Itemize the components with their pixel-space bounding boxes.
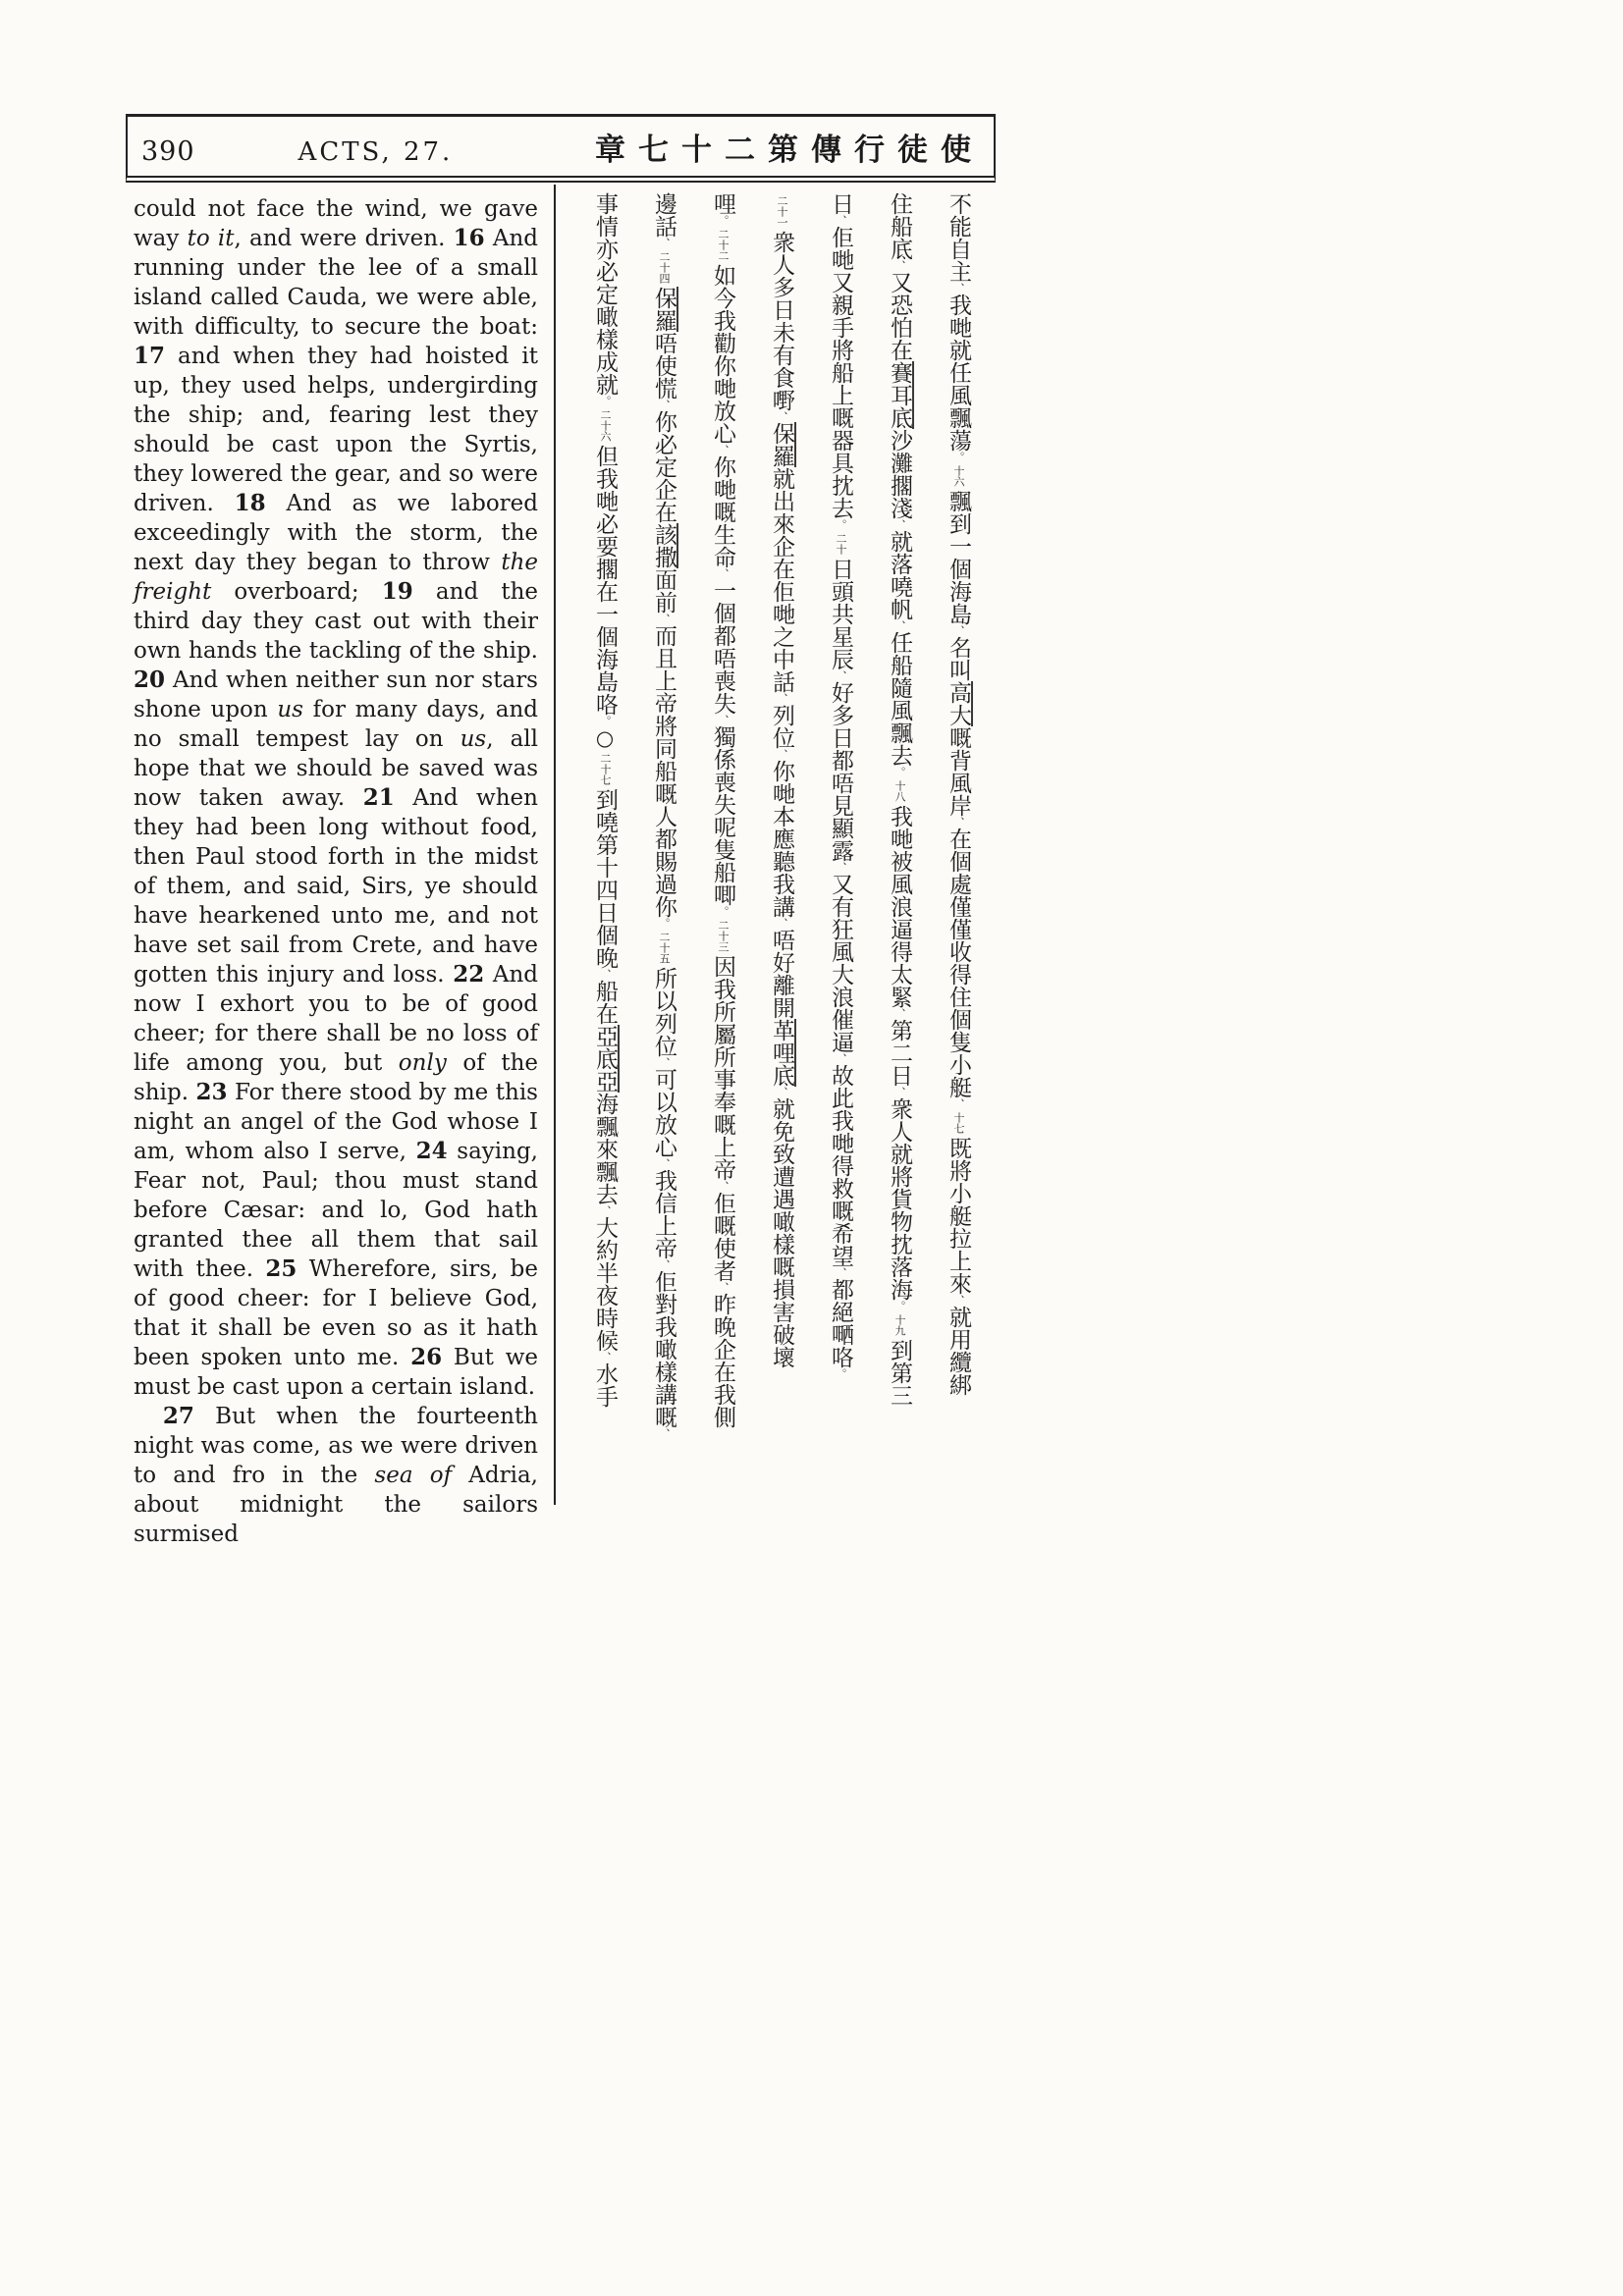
cjk-punctuation: 、 [893, 1087, 906, 1097]
verse-number: 21 [362, 784, 395, 811]
verse-number: 22 [453, 961, 485, 988]
cjk-punctuation: 。 [658, 918, 671, 929]
cjk-punctuation: 、 [599, 969, 612, 980]
verse-number: 16 [453, 225, 485, 251]
cjk-punctuation: 、 [835, 670, 847, 681]
proper-noun: 高大 [946, 681, 971, 726]
verse-number: 19 [381, 578, 413, 605]
proper-noun: 亞底亞 [592, 1025, 618, 1093]
cjk-punctuation: 。 [952, 452, 965, 462]
cjk-punctuation: 、 [776, 918, 788, 929]
book-page [126, 114, 996, 1547]
verse-number: 18 [234, 490, 266, 516]
cjk-punctuation: 、 [776, 411, 788, 422]
cjk-punctuation: 、 [658, 238, 671, 248]
italic-text: sea of [374, 1463, 453, 1488]
proper-noun: 保羅 [651, 287, 676, 332]
chinese-column: 不能自主、我哋就任風飄蕩。十六飄到一個海島、名叫高大嘅背風岸、在個處僅僅收得住個隻小艇、十七既將小艇拉上來、就用纜綁 [946, 192, 971, 1396]
chinese-text [556, 185, 996, 1505]
cjk-punctuation: 、 [717, 445, 730, 455]
cjk-punctuation: 、 [776, 693, 788, 704]
cjk-punctuation: 、 [893, 620, 906, 631]
cjk-punctuation: 。 [717, 906, 730, 917]
italic-text: the freight [134, 550, 538, 605]
english-paragraph: could not face the wind, we gave way to it, and were driven. 16 And running under the lee of a small island called Cauda, we were able, with difficulty, to secure the boat: 17 and when they had hoisted it up, they used helps, undergirding the ship; and, fearing lest they should be cast upon the Syrtis, they lowered the gear, and so were driven. 18 And as we labored exceedingly with the storm, the next day they began to throw the freight overboard; 19 and the third day they cast out with their own hands the tackling of the ship. 20 And when neither sun nor stars shone upon us for many days, and no small tempest lay on us, all hope that we should be saved was now taken away. 21 And when they had been long without food, then Paul stood forth in the midst of them, and said, Sirs, ye should have hearkened unto me, and not have set sail from Crete, and have gotten this injury and loss. 22 And now I exhort you to be of good cheer; for there shall be no loss of life among you, but only of the ship. 23 For there stood by me this night an angel of the God whose I am, whom also I serve, 24 saying, Fear not, Paul; thou must stand before Cæsar: and lo, God hath granted thee all them that sail with thee. 25 Wherefore, sirs, be of good cheer: for I believe God, that it shall be even so as it hath been spoken unto me. 26 But we must be cast upon a certain island. [134, 196, 539, 1400]
text-block [126, 185, 996, 1547]
cjk-punctuation: 。 [717, 215, 730, 226]
verse-number-marker: 二十四 [658, 251, 671, 284]
cjk-punctuation: 。 [599, 716, 612, 726]
verse-number-marker: 二十六 [599, 409, 612, 442]
cjk-punctuation: 、 [776, 749, 788, 760]
cjk-punctuation: 、 [893, 260, 906, 271]
verse-number: 25 [265, 1255, 298, 1282]
cjk-punctuation: 、 [952, 625, 965, 636]
cjk-punctuation: 、 [658, 1259, 671, 1270]
cjk-punctuation: 、 [835, 1267, 847, 1278]
cjk-punctuation: 。 [893, 767, 906, 777]
proper-noun: 革哩底 [769, 1019, 794, 1087]
cjk-punctuation: 、 [893, 1008, 906, 1019]
cjk-punctuation: 。 [835, 519, 847, 530]
verse-number-marker: 二十三 [717, 920, 730, 952]
cjk-punctuation: 。 [893, 1301, 906, 1311]
cjk-punctuation: 、 [835, 862, 847, 873]
section-circle: ○ [593, 726, 617, 750]
cjk-punctuation: 、 [658, 614, 671, 624]
cjk-punctuation: 。 [835, 1368, 847, 1379]
cjk-punctuation: 、 [658, 1158, 671, 1169]
chinese-column: 邊話、二十四保羅唔使慌、你必定企在該撒面前、而且上帝將同船嘅人都賜過你。二十五所以列位、可以放心、我信上帝、佢對我噉樣講嘅、 [651, 192, 676, 1439]
cjk-punctuation: 、 [599, 1352, 612, 1362]
cjk-punctuation: 、 [717, 1181, 730, 1192]
proper-noun: 賽耳底 [887, 361, 912, 429]
chinese-column: 日、佢哋又親手將船上嘅器具抌去。二十日頭共星辰、好多日都唔見顯露、又有狂風大浪催逼、故此我哋得救嘅希望、都絕嗮咯。 [828, 192, 853, 1379]
chinese-column: 哩。二十二如今我勸你哋放心、你哋嘅生命、一個都唔喪失、獨係喪失呢隻船唧。二十三因我所屬所事奉嘅上帝、佢嘅使者、昨晚企在我側 [710, 192, 735, 1428]
header-title-english: ACTS, 27. [298, 137, 454, 167]
verse-number-marker: 十七 [952, 1112, 965, 1134]
verse-number-marker: 十九 [893, 1314, 906, 1336]
cjk-punctuation: 、 [952, 283, 965, 294]
verse-number-marker: 二十五 [658, 932, 671, 964]
verse-number: 24 [415, 1138, 448, 1164]
verse-number-marker: 十六 [952, 465, 965, 487]
italic-text: us [277, 697, 303, 722]
chinese-column: 住船底、又恐怕在賽耳底沙灘擱淺、就落嘵帆、任船隨風飄去。十八我哋被風浪逼得太緊、第二日、衆人就將貨物抌落海。十九到第三 [887, 192, 912, 1407]
verse-number: 17 [134, 343, 166, 369]
english-paragraph: 27 But when the fourteenth night was come, as we were driven to and fro in the sea of Adria, about midnight the sailors surmised [134, 1403, 538, 1547]
cjk-punctuation: 、 [658, 400, 671, 410]
proper-noun: 保羅 [769, 422, 794, 467]
cjk-punctuation: 、 [717, 1282, 730, 1293]
cjk-punctuation: 、 [835, 1053, 847, 1064]
cjk-punctuation: 、 [893, 519, 906, 530]
italic-text: us [460, 726, 487, 752]
cjk-punctuation: 、 [952, 1098, 965, 1109]
verse-number-marker: 二十 [835, 533, 847, 555]
english-column [126, 185, 554, 1547]
verse-number: 23 [195, 1079, 228, 1105]
italic-text: only [398, 1050, 447, 1076]
verse-number: 27 [162, 1403, 194, 1429]
verse-number-marker: 二十一 [776, 195, 788, 228]
cjk-punctuation: 。 [599, 396, 612, 406]
proper-noun: 該撒 [651, 523, 676, 568]
page-number: 390 [141, 136, 195, 167]
cjk-punctuation: 、 [952, 1295, 965, 1306]
chinese-column: 事情亦必定噉樣成就。二十六但我哋必要擱在一個海島咯。○二十七到嘵第十四日個晚、船在亞底亞海飄來飄去、大約半夜時候、水手 [592, 192, 618, 1408]
chinese-column: 二十一衆人多日未有食嘢、保羅就出來企在佢哋之中話、列位、你哋本應聽我講、唔好離開革哩底、就免致遭遇噉樣嘅損害破壞 [769, 195, 794, 1368]
cjk-punctuation: 、 [776, 1087, 788, 1097]
cjk-punctuation: 、 [658, 1057, 671, 1068]
verse-number-marker: 二十二 [717, 229, 730, 261]
verse-number: 26 [410, 1344, 443, 1370]
italic-text: to it [187, 226, 235, 251]
cjk-punctuation: 、 [835, 215, 847, 226]
cjk-punctuation: 、 [658, 1428, 671, 1439]
cjk-punctuation: 、 [952, 817, 965, 828]
verse-number-marker: 二十七 [599, 753, 612, 785]
verse-number: 20 [134, 667, 166, 693]
cjk-punctuation: 、 [717, 568, 730, 579]
cjk-punctuation: 、 [717, 715, 730, 725]
cjk-punctuation: 、 [599, 1205, 612, 1216]
page-header [126, 114, 996, 183]
verse-number-marker: 十八 [893, 780, 906, 802]
header-title-chinese: 章七十二第傳行徒使 [595, 133, 984, 168]
